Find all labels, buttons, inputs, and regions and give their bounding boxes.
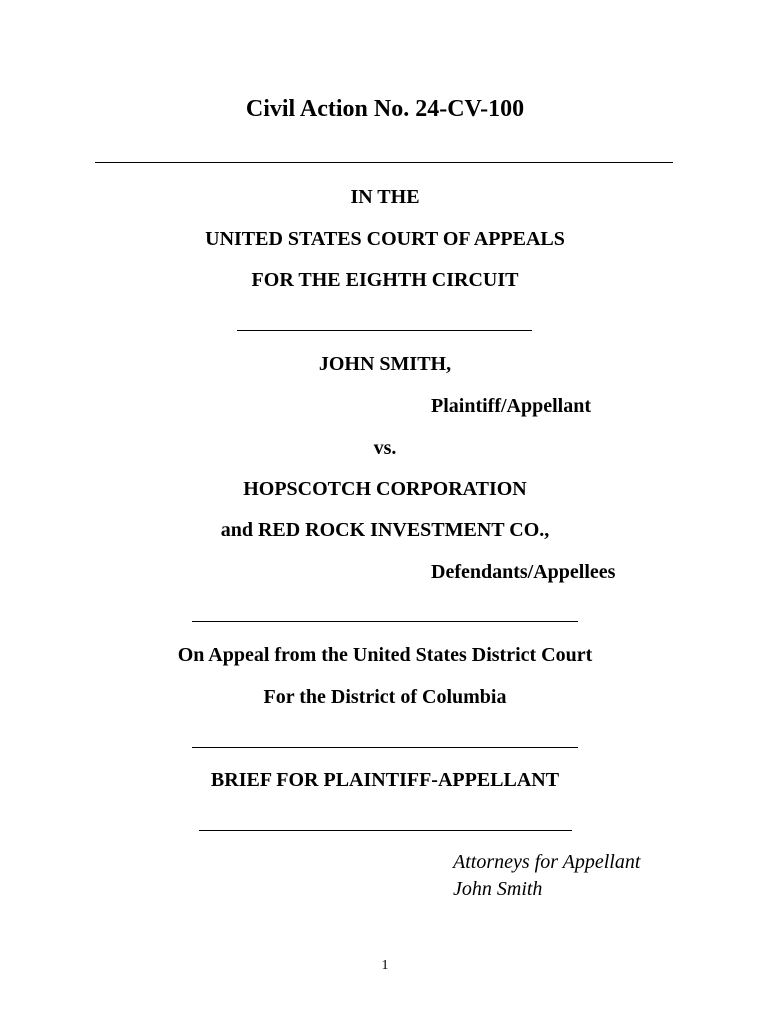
plaintiff-role: Plaintiff/Appellant <box>431 395 592 417</box>
case-number: Civil Action No. 24-CV-100 <box>245 96 525 122</box>
plaintiff-name: JOHN SMITH, <box>318 353 452 375</box>
page-number: 1 <box>381 958 389 973</box>
appeal-line-1: On Appeal from the United States District Court <box>177 644 593 666</box>
attorneys-line-2: John Smith <box>453 878 543 900</box>
appeal-divider <box>192 747 578 748</box>
brief-divider <box>199 830 572 831</box>
defendant-name-1: HOPSCOTCH CORPORATION <box>243 478 527 500</box>
court-name: UNITED STATES COURT OF APPEALS <box>205 228 565 250</box>
defendants-role: Defendants/Appellees <box>431 561 616 583</box>
top-divider <box>95 162 673 163</box>
versus-text: vs. <box>373 437 397 459</box>
appeal-line-2: For the District of Columbia <box>263 686 507 708</box>
circuit-name: FOR THE EIGHTH CIRCUIT <box>251 269 519 291</box>
court-divider <box>237 330 532 331</box>
defendant-name-2: and RED ROCK INVESTMENT CO., <box>220 519 550 541</box>
brief-title: BRIEF FOR PLAINTIFF-APPELLANT <box>210 769 560 791</box>
parties-divider <box>192 621 578 622</box>
in-the-text: IN THE <box>350 186 420 208</box>
attorneys-line-1: Attorneys for Appellant <box>453 851 641 873</box>
